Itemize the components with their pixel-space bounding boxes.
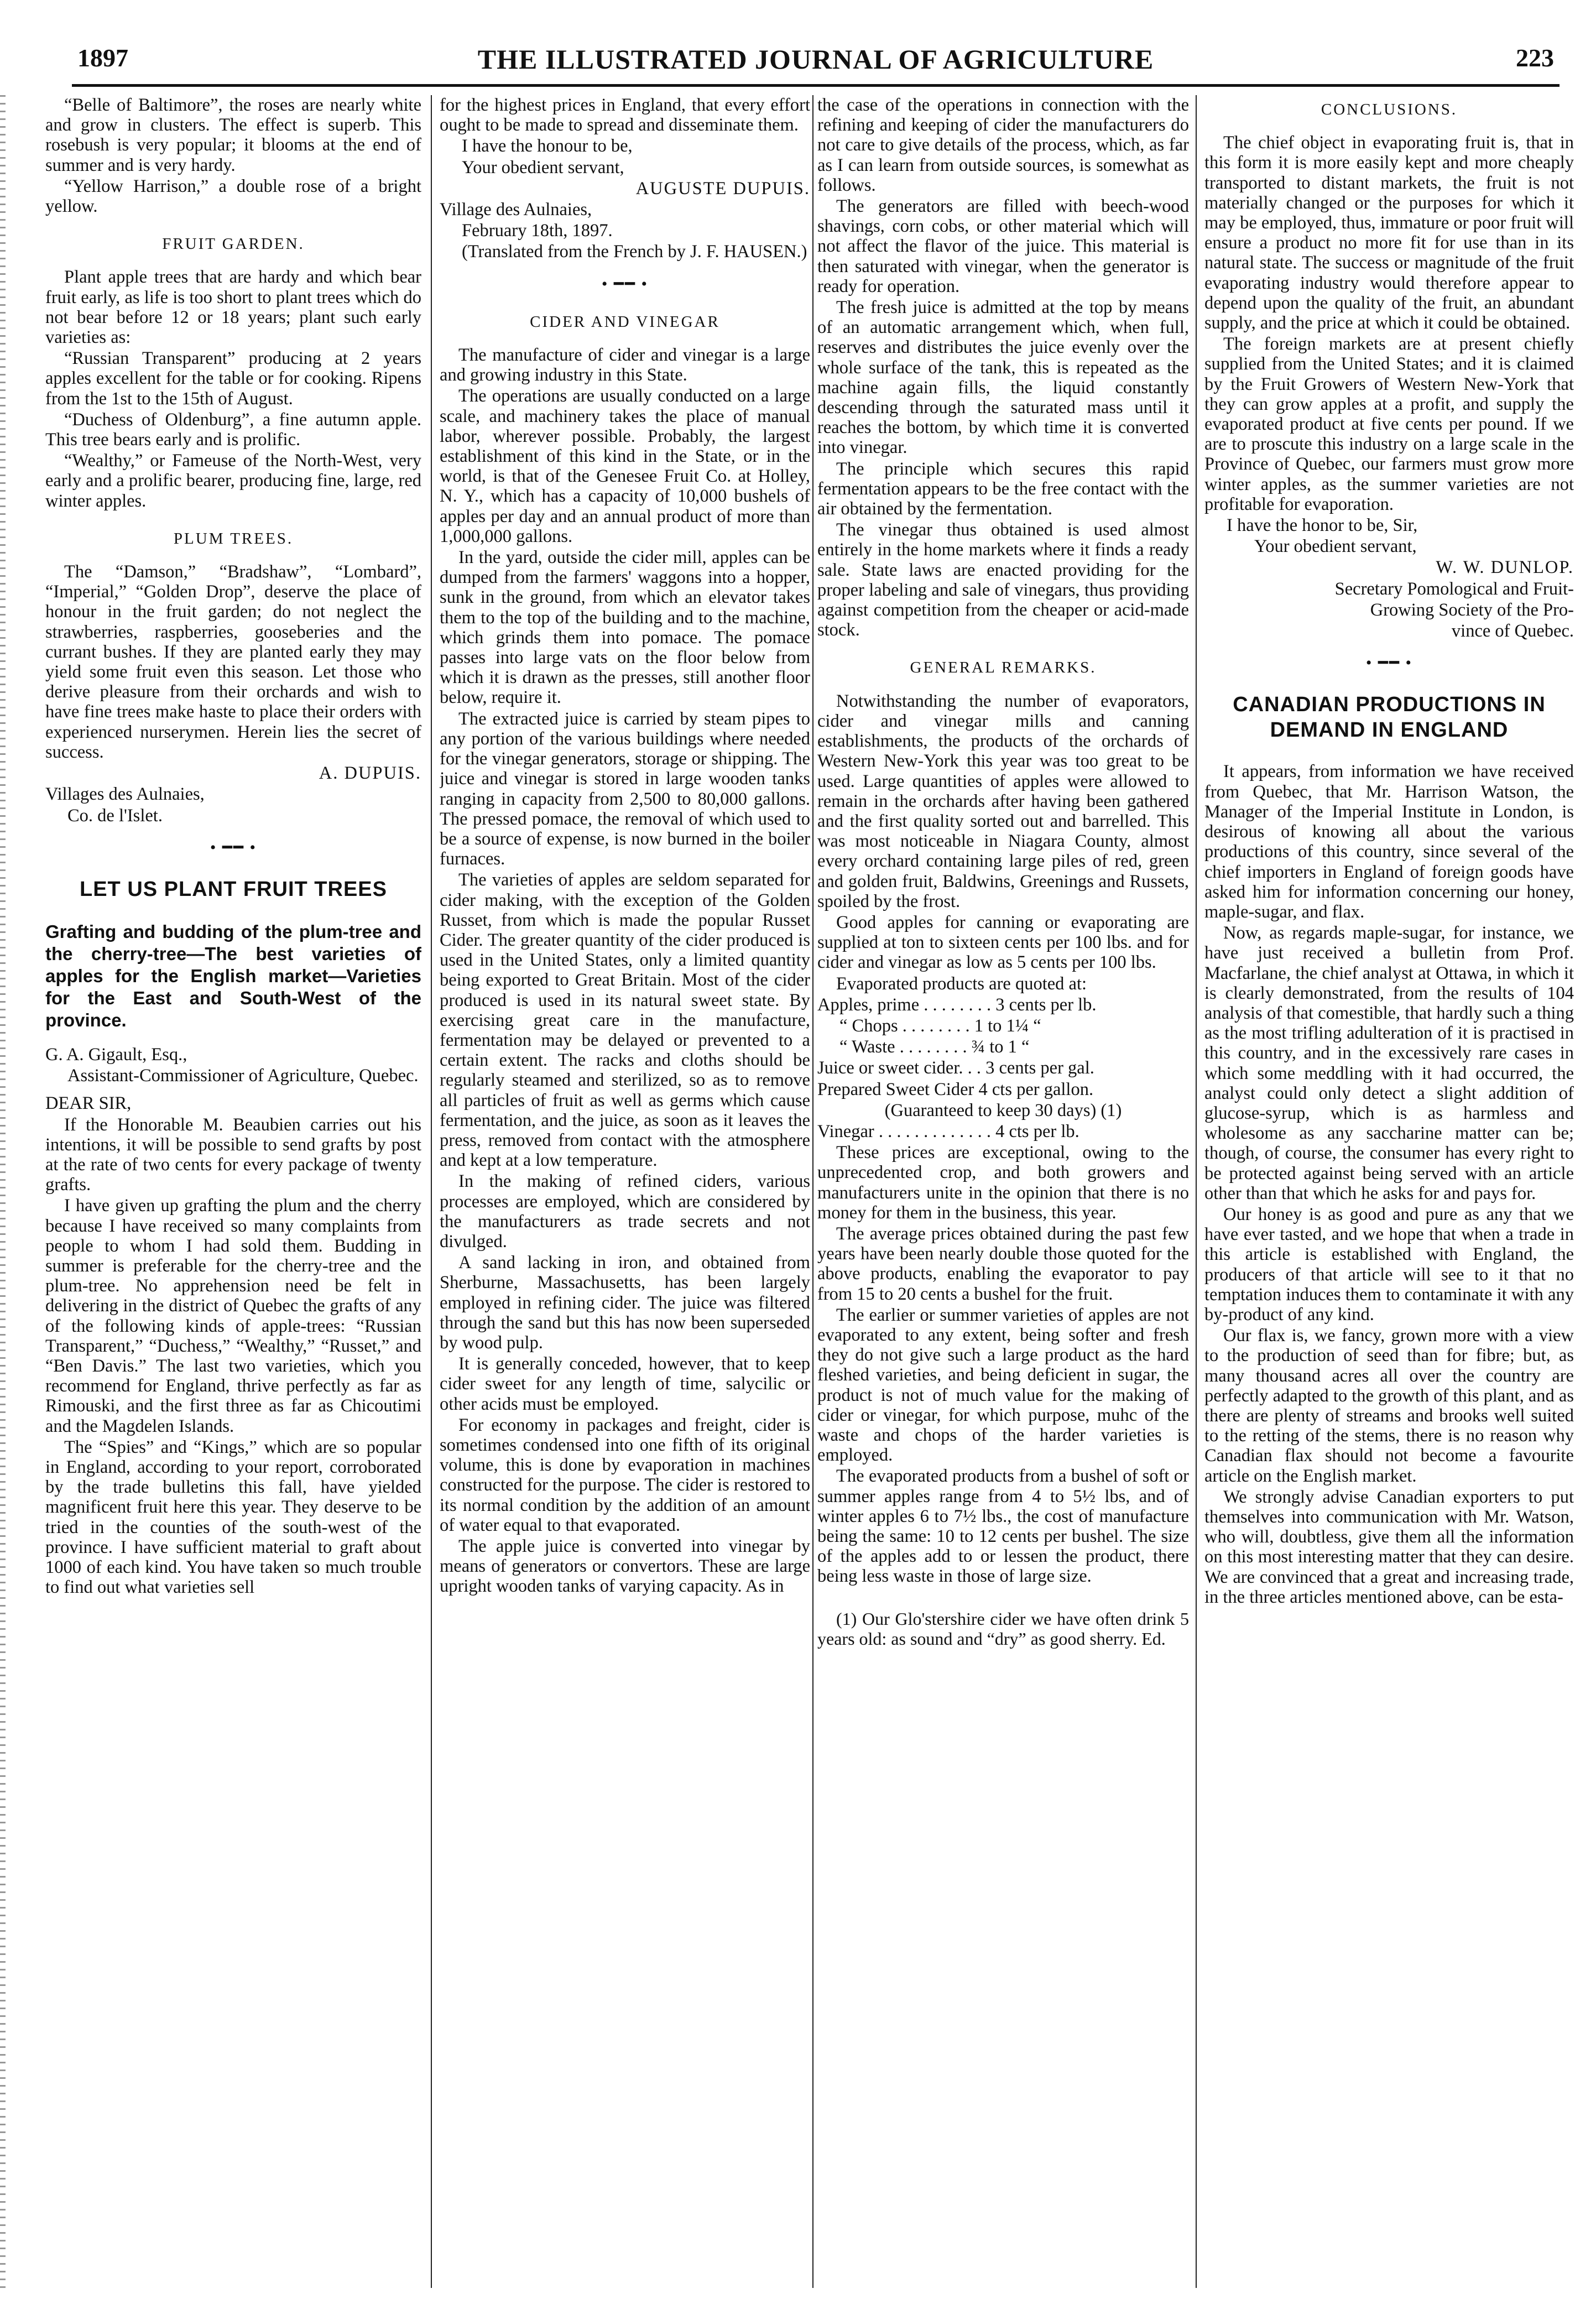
paragraph: Good apples for canning or evaporating are supplied at ton to sixteen cents per 100 lbs. and for cider and vinegar as low as 5 cents per 100 lbs. xyxy=(817,912,1189,973)
ornament-divider: • ━━ • xyxy=(210,838,257,857)
paragraph: The “Damson,” “Bradshaw”, “Lombard”, “Imperial,” “Golden Drop”, deserve the place of honour in the fruit garden; do not neglect the strawberries, raspberries, gooseberies and the currant bushes. If they are planted early they may yield some fruit even this season. Let those who derive pleasure from their orchards and wish to have fine trees make haste to place their orders with experienced nurserymen. Herein lies the secret of success. xyxy=(45,562,421,762)
paragraph: The generators are filled with beech-wood shavings, corn cobs, or other material which will not affect the flavor of the juice. This material is then saturated with vinegar, when the generator is ready for operation. xyxy=(817,196,1189,296)
paragraph: In the yard, outside the cider mill, apples can be dumped from the farmers' waggons into a hopper, sunk in the ground, from which an elevator takes them to the top of the building and to the machine, which grinds them into pomace. The pomace passes into large vats on the floor below from which it is drawn as the presses, still another floor below, require it. xyxy=(440,548,810,708)
running-header xyxy=(72,40,1560,87)
ornament-divider: • ━━ • xyxy=(601,274,649,293)
paragraph: The chief object in evaporating fruit is, that in this form it is more easily kept and more cheaply transported to distant markets, the fruit is not materially changed or the purposes for which it may be employed, thus, immature or poor fruit will ensure a product no more fit for use than in its natural state. The success or magnitude of the fruit evaporating industry would therefore appear to depend upon the quality of the fruit, an abundant supply, and the price at which it could be obtained. xyxy=(1204,133,1574,333)
section-heading-general-remarks: GENERAL REMARKS. xyxy=(910,659,1097,677)
paragraph: the case of the operations in connection with the refining and keeping of cider the manufacturers do not care to give details of the process, which, as far as I can learn from outside sources, is somewhat as follows. xyxy=(817,95,1189,195)
paragraph: The operations are usually conducted on a large scale, and machinery takes the place of manual labor, wherever possible. Probably, the largest establishment of this kind in the State, or in the world, is that of the Genesee Fruit Co. at Holley, N. Y., which has a capacity of 10,000 bushels of apples per day and an annual product of more than 1,000,000 gallons. xyxy=(440,386,810,546)
paragraph: It appears, from information we have received from Quebec, that Mr. Harrison Watson, the Manager of the Imperial Institute in London, is desirous of knowing all about the various productions of this country, since several of the chief importers in England of foreign goods have asked him for information concerning our honey, maple-sugar, and flax. xyxy=(1204,762,1574,922)
paragraph: The foreign markets are at present chiefly supplied from the United States; and it is claimed by the Fruit Growers of Western New-York that they can grow apples at a profit, and supply the evaporated product at five cents per pound. If we are to proscute this industry on a large scale in the Province of Quebec, our farmers must grow more winter apples, as the summer varieties are not profitable for evaporation. xyxy=(1204,334,1574,514)
paragraph: A sand lacking in iron, and obtained from Sherburne, Massachusetts, has been largely employed in refining cider. The juice was filtered through the sand but this has now been superseded by wood pulp. xyxy=(440,1253,810,1353)
paragraph: The earlier or summer varieties of apples are not evaporated to any extent, being softer and fresh they do not give such a large product as the hard fleshed varieties, and being deficient in sugar, the product is not of much value for the making of cider or vinegar, for which purpose, muhc of the waste and chops of the harder varieties is employed. xyxy=(817,1305,1189,1466)
section-heading-plum-trees: PLUM TREES. xyxy=(173,529,294,548)
paragraph: We strongly advise Canadian exporters to put themselves into communication with Mr. Watson, who will, doubtless, give them all the information on this most interesting matter that they can desire. We are convinced that a great and increasing trade, in the three articles mentioned above, can be esta- xyxy=(1204,1487,1574,1607)
page-number: 223 xyxy=(1516,44,1554,72)
closing-line: I have the honour to be, xyxy=(462,136,633,157)
signatory-title: vince of Quebec. xyxy=(1451,621,1574,642)
column-3 xyxy=(817,95,1189,2288)
paragraph: “Duchess of Oldenburg”, a fine autumn apple. This tree bears early and is prolific. xyxy=(45,409,421,450)
paragraph: The evaporated products from a bushel of soft or summer apples range from 4 to 5½ lbs, and of winter apples 6 to 7½ lbs., the cost of manufacture being the same: 10 to 12 cents per bushel. The size of the apples add to or lessen the product, there being less waste in those of large size. xyxy=(817,1466,1189,1587)
footnote: (1) Our Glo'stershire cider we have often drink 5 years old: as sound and “dry” as good sherry. Ed. xyxy=(817,1608,1189,1649)
article-headline: LET US PLANT FRUIT TREES xyxy=(80,877,387,901)
paragraph: The apple juice is converted into vinegar by means of generators or convertors. These are large upright wooden tanks of varying capacity. As in xyxy=(440,1536,810,1597)
translator-note: (Translated from the French by J. F. HAUSEN.) xyxy=(462,242,807,262)
place-line: Co. de l'Islet. xyxy=(67,805,163,826)
paragraph: Evaporated products are quoted at: xyxy=(836,973,1087,994)
price-line: Prepared Sweet Cider 4 cts per gallon. xyxy=(817,1079,1094,1099)
closing-line: Your obedient servant, xyxy=(1254,536,1417,557)
paragraph: It is generally conceded, however, that to keep cider sweet for any length of time, salycilic or other acids must be employed. xyxy=(440,1354,810,1414)
signatory-title: Secretary Pomological and Fruit- xyxy=(1334,578,1574,599)
section-heading-conclusions: CONCLUSIONS. xyxy=(1321,101,1458,118)
column-rule xyxy=(812,95,813,2288)
paragraph: Our flax is, we fancy, grown more with a view to the production of seed than for fibre; but, as many thousand acres all over the country are perfectly adapted to the growth of this plant, and as there are plenty of streams and brooks well suited to the retting of the stems, there is no reason why Canadian flax should not become a favourite article on the English market. xyxy=(1204,1326,1574,1486)
paragraph: The “Spies” and “Kings,” which are so popular in England, according to your report, corroborated by the trade bulletins this fall, have yielded magnificent fruit here this year. They deserve to be tried in the counties of the south-west of the province. I have sufficient material to graft about 1000 of each kind. You have taken so much trouble to find out what varieties sell xyxy=(45,1437,421,1598)
paragraph: “Wealthy,” or Fameuse of the North-West, very early and a prolific bearer, producing fine, large, red winter apples. xyxy=(45,451,421,511)
paragraph: Plant apple trees that are hardy and which bear fruit early, as life is too short to plant trees which do not bear before 12 or 18 years; plant such early varieties as: xyxy=(45,267,421,348)
column-1 xyxy=(45,95,421,2288)
column-rule xyxy=(1196,95,1197,2288)
column-2 xyxy=(440,95,810,2288)
paragraph: “Yellow Harrison,” a double rose of a bright yellow. xyxy=(45,176,421,217)
signatory-title: Growing Society of the Pro- xyxy=(1370,599,1574,620)
paragraph: I have given up grafting the plum and the cherry because I have received so many complaints from people to whom I had sold them. Budding in summer is preferable for the cherry-tree and the plum-tree. No apprehension need be felt in delivering in the district of Quebec the grafts of any of the following kinds of apple-trees: “Russian Transparent,” “Duchess,” “Wealthy,” “Russet,” and “Ben Davis.” The last two varieties, which you recommend for England, thrive perfectly as far as Rimouski, and the first three as far as Chicoutimi and the Magdelen Islands. xyxy=(45,1196,421,1436)
header-year: 1897 xyxy=(77,44,128,72)
price-line: Vinegar . . . . . . . . . . . . . 4 cts per lb. xyxy=(817,1121,1079,1141)
addressee: G. A. Gigault, Esq., xyxy=(45,1044,187,1065)
paragraph: “Belle of Baltimore”, the roses are nearly white and grow in clusters. The effect is superb. This rosebush is very popular; it blooms at the end of summer and is very hardy. xyxy=(45,95,421,175)
paragraph: Notwithstanding the number of evaporators, cider and vinegar mills and canning establishments, the products of the orchards of Western New-York this year was too great to be used. Large quantities of apples were allowed to remain in the orchards after having been gathered and the first quality sorted out and barrelled. This was most noticeable in Niagara County, almost every orchard containing large piles of red, green and golden fruit, Baldwins, Greenings and Russets, spoiled by the frost. xyxy=(817,691,1189,911)
section-heading-cider-vinegar: CIDER AND VINEGAR xyxy=(530,312,720,331)
paragraph: for the highest prices in England, that every effort ought to be made to spread and disseminate them. xyxy=(440,95,810,135)
paragraph: “Russian Transparent” producing at 2 years apples excellent for the table or for cooking. Ripens from the 1st to the 15th of August. xyxy=(45,348,421,409)
article-headline: CANADIAN PRODUCTIONS IN DEMAND IN ENGLAND xyxy=(1233,693,1546,742)
price-line: Apples, prime . . . . . . . . 3 cents per lb. xyxy=(817,994,1097,1015)
salutation: DEAR SIR, xyxy=(45,1093,132,1114)
column-4 xyxy=(1204,95,1574,2288)
section-heading-fruit-garden: FRUIT GARDEN. xyxy=(162,235,305,253)
paragraph: In the making of refined ciders, various processes are employed, which are considered by the manufacturers as trade secrets and not divulged. xyxy=(440,1171,810,1252)
article-deck: Grafting and budding of the plum-tree and the cherry-tree—The best varieties of apples for the English market—Varieties for the East and South-West of the province. xyxy=(45,921,421,1030)
price-line: “ Chops . . . . . . . . 1 to 1¼ “ xyxy=(839,1015,1041,1036)
date-line: February 18th, 1897. xyxy=(462,221,613,241)
paragraph: The varieties of apples are seldom separated for cider making, with the exception of the Golden Russet, from which is made the popular Russet Cider. The greater quantity of the cider produced is used in the United States, only a limited quantity being exported to Great Britain. Most of the cider produced is used in its natural sweet state. By exercising great care in the manufacture, fermentation may be delayed or prevented to a certain extent. The racks and cloths should be regularly steamed and sterilized, so as to remove all particles of fruit as well as germs which cause fermentation, and the juice, as soon as it leaves the press, removed from contact with the atmosphere and kept at a low temperature. xyxy=(440,870,810,1171)
paragraph: Our honey is as good and pure as any that we have ever tasted, and we hope that when a trade in this article is established with England, the producers of that article will see to it that no temptation induces them to contaminate it with any by-product of any kind. xyxy=(1204,1204,1574,1325)
signature: AUGUSTE DUPUIS. xyxy=(635,178,810,199)
paragraph: These prices are exceptional, owing to the unprecedented crop, and both growers and manufacturers unite in the opinion that there is no money for them in the business, this year. xyxy=(817,1143,1189,1223)
signature: A. DUPUIS. xyxy=(319,763,421,784)
paragraph: The principle which secures this rapid fermentation appears to be the free contact with the air obtained by the fermentation. xyxy=(817,458,1189,519)
binding-edge xyxy=(0,95,6,2288)
price-line: “ Waste . . . . . . . . ¾ to 1 “ xyxy=(839,1037,1030,1057)
price-line: (Guaranteed to keep 30 days) (1) xyxy=(884,1100,1122,1120)
closing-line: Your obedient servant, xyxy=(462,157,624,178)
closing-line: I have the honor to be, Sir, xyxy=(1227,515,1418,536)
place-line: Village des Aulnaies, xyxy=(440,200,592,220)
paragraph: The fresh juice is admitted at the top by means of an automatic arrangement which, when full, reserves and distributes the juice evenly over the whole surface of the tank, this is repeated as the machine again fills, the liquid constantly descending through the saturated mass until it reaches the bottom, by which time it is converted into vinegar. xyxy=(817,298,1189,458)
paragraph: The vinegar thus obtained is used almost entirely in the home markets where it finds a ready sale. State laws are enacted providing for the proper labeling and sale of vinegars, thus providing against competition from the cheaper or acid-made stock. xyxy=(817,520,1189,640)
paragraph: For economy in packages and freight, cider is sometimes condensed into one fifth of its original volume, this is done by evaporation in machines constructed for the purpose. The cider is restored to its normal condition by the addition of an amount of water equal to that evaporated. xyxy=(440,1415,810,1535)
price-line: Juice or sweet cider. . . 3 cents per gal. xyxy=(817,1058,1094,1078)
signature: W. W. DUNLOP. xyxy=(1436,557,1574,578)
place-line: Villages des Aulnaies, xyxy=(45,784,205,805)
paragraph: If the Honorable M. Beaubien carries out his intentions, it will be possible to send grafts by post at the rate of two cents for every package of twenty grafts. xyxy=(45,1114,421,1195)
journal-title: THE ILLUSTRATED JOURNAL OF AGRICULTURE xyxy=(477,44,1154,75)
paragraph: Now, as regards maple-sugar, for instance, we have just received a bulletin from Prof. Macfarlane, the chief analyst at Ottawa, in which it is clearly demonstrated, from the results of 104 analysis of that comestible, that hardly such a thing as the most trifling adulteration of it is practised in this country, and in the excessively rare cases in which some meddling with it had occurred, the analyst could only detect a slight addition of glucose-syrup, which is as harmless and wholesome as any saccharine matter can be; though, of course, the consumer has every right to be protected against being served with an article other than that which he asks for and pays for. xyxy=(1204,923,1574,1203)
paragraph: The average prices obtained during the past few years have been nearly double those quoted for the above products, enabling the evaporator to pay from 15 to 20 cents a bushel for the fruit. xyxy=(817,1223,1189,1304)
paragraph: The manufacture of cider and vinegar is a large and growing industry in this State. xyxy=(440,345,810,385)
addressee-title: Assistant-Commissioner of Agriculture, Quebec. xyxy=(67,1066,419,1086)
ornament-divider: • ━━ • xyxy=(1365,654,1413,673)
paragraph: The extracted juice is carried by steam pipes to any portion of the various buildings where needed for the vinegar generators, storage or shipping. The juice and vinegar is stored in large wooden tanks ranging in capacity from 2,500 to 80,000 gallons. The pressed pomace, the removal of which used to be a source of expense, is now burned in the boiler furnaces. xyxy=(440,708,810,869)
column-rule xyxy=(431,95,432,2288)
